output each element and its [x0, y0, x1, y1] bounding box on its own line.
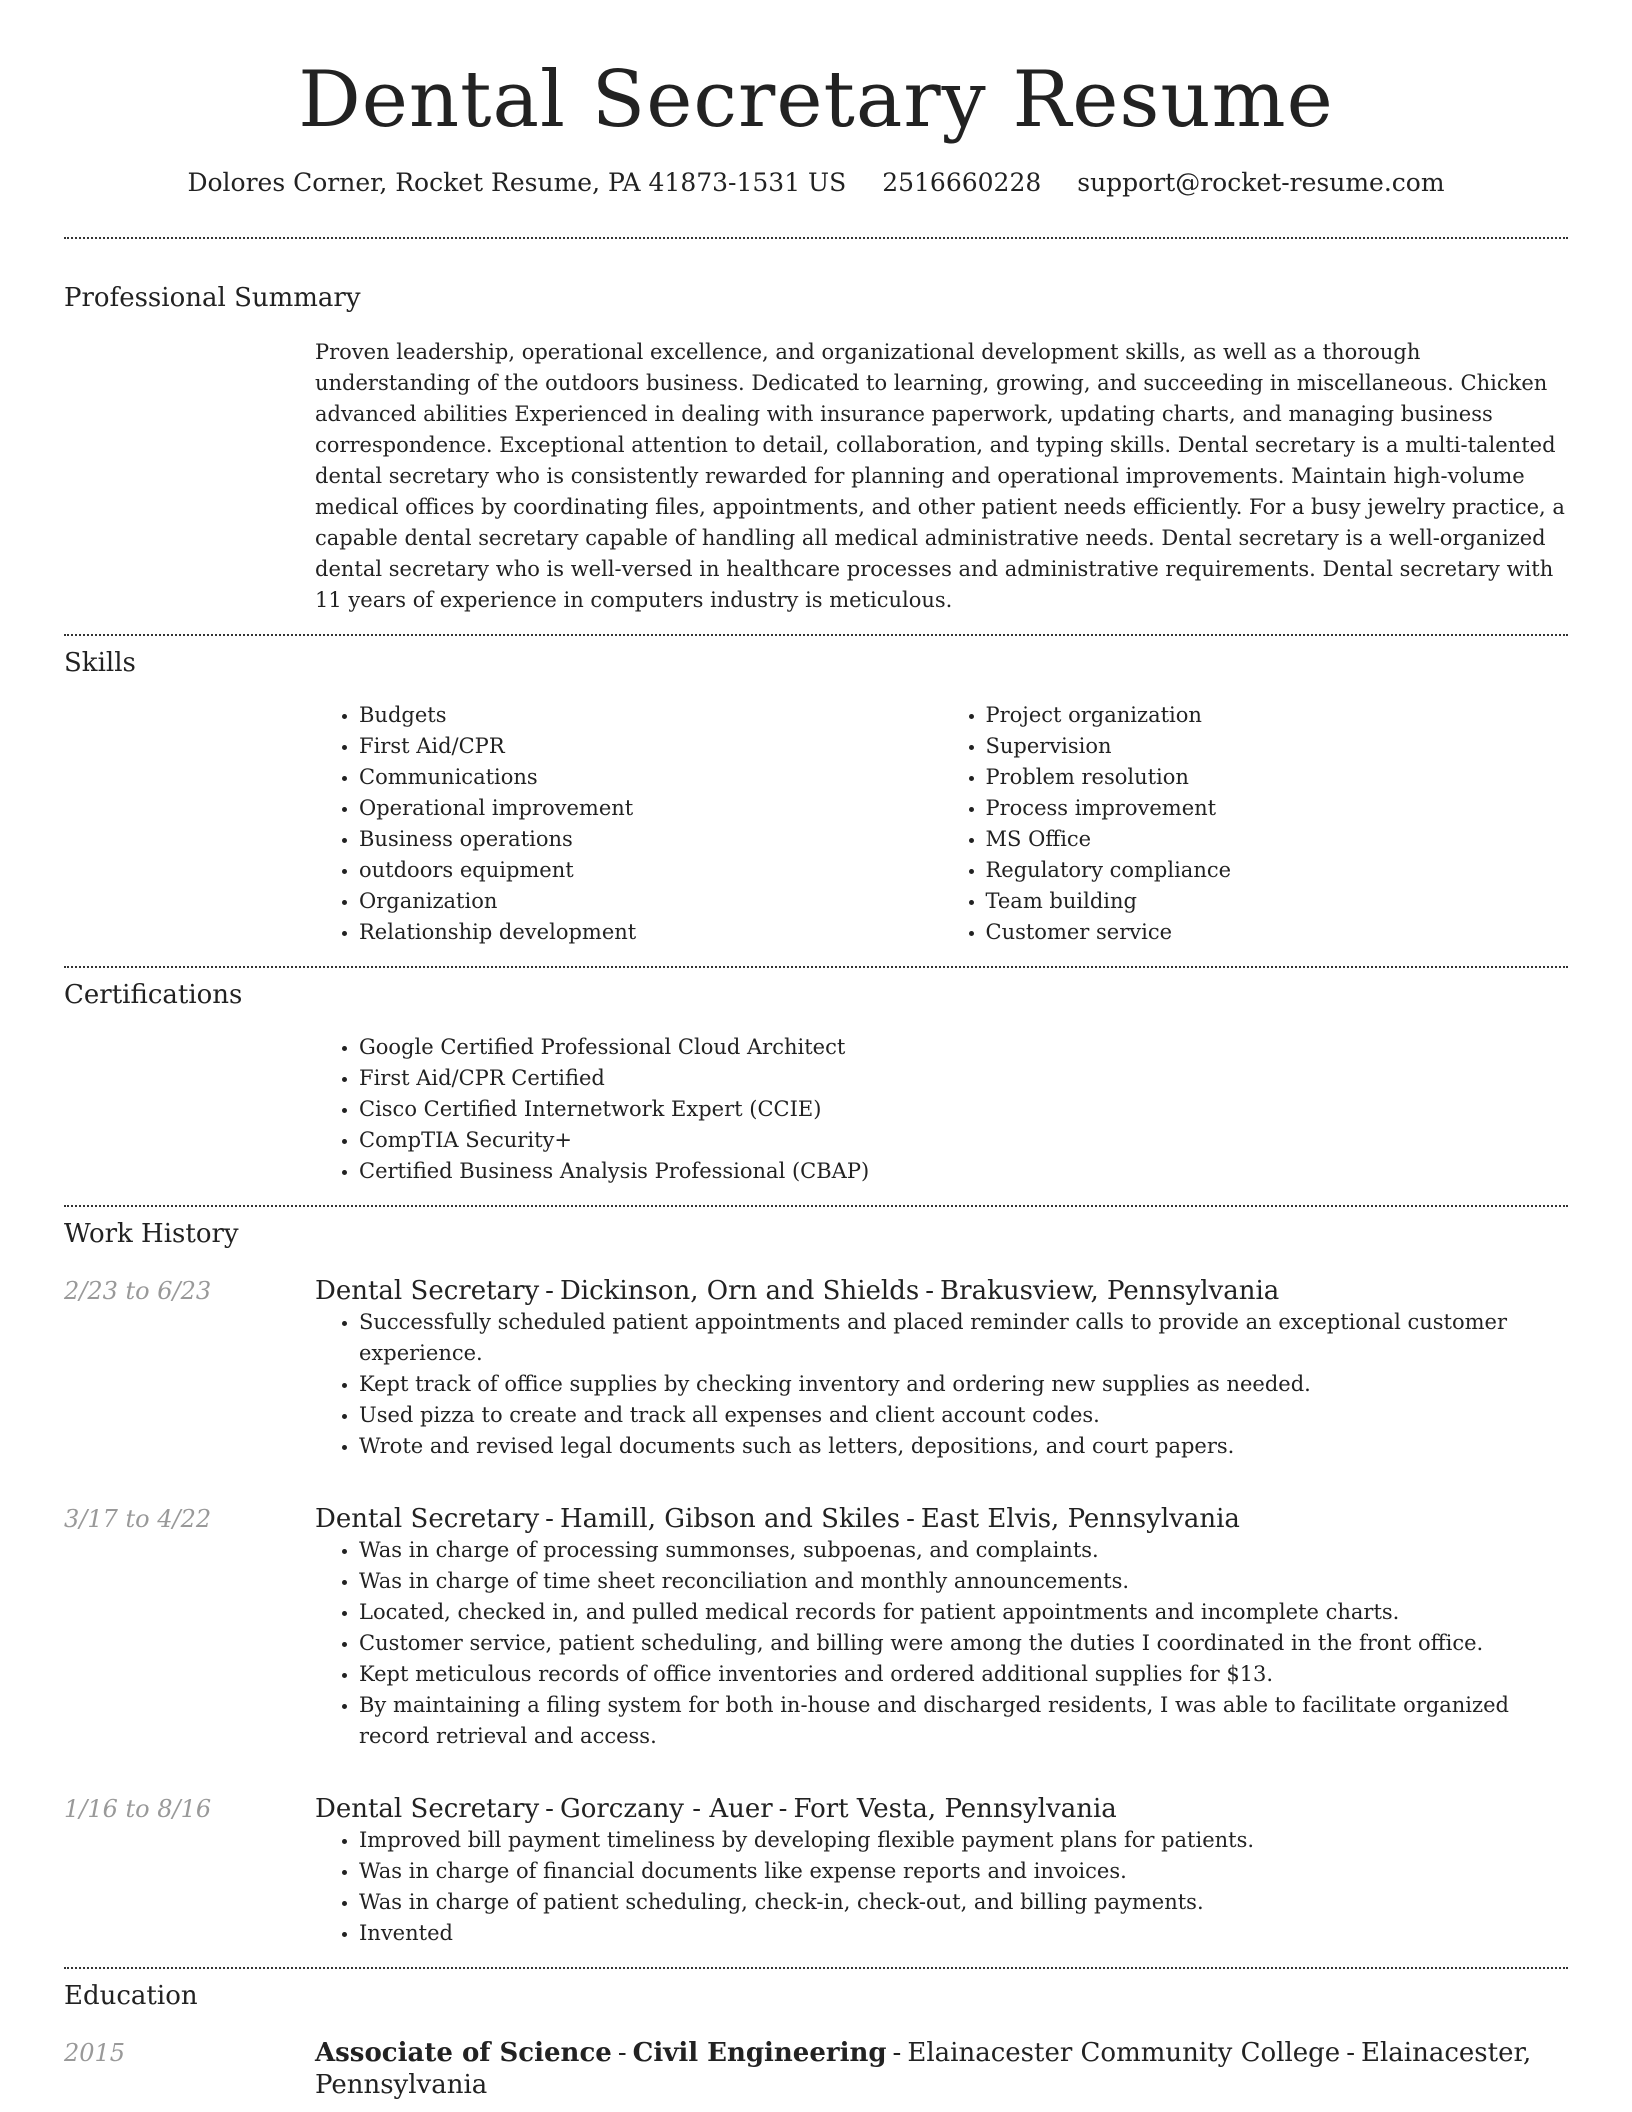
- certification-item: • Certified Business Analysis Professional (CBAP): [359, 1156, 1568, 1187]
- job-dates: 1/16 to 8/16: [64, 1795, 212, 1823]
- skill-item: • Project organization: [986, 700, 1569, 731]
- education-field: Civil Engineering: [632, 2038, 887, 2068]
- job-bullet: • Was in charge of patient scheduling, check-in, check-out, and billing payments.: [359, 1887, 1568, 1918]
- skill-item: • Problem resolution: [986, 762, 1569, 793]
- summary-section: [64, 239, 1568, 616]
- job-role: Dental Secretary: [315, 1276, 540, 1306]
- job-bullets: [315, 1535, 1568, 1752]
- job-bullet: • Located, checked in, and pulled medical records for patient appointments and incomplete charts.: [359, 1597, 1568, 1628]
- job-bullets: [315, 1825, 1568, 1949]
- skill-item: • Communications: [359, 762, 942, 793]
- contact-phone: 2516660228: [882, 168, 1042, 197]
- work-history-section: [64, 1207, 1568, 1949]
- job-bullet: • Was in charge of time sheet reconciliation and monthly announcements.: [359, 1566, 1568, 1597]
- resume-title: Dental Secretary Resume: [298, 55, 1334, 145]
- education-school: Elainacester Community College: [907, 2038, 1341, 2068]
- job-title: Dental Secretary - Gorczany - Auer - Fort Vesta, Pennsylvania: [315, 1794, 1117, 1824]
- job-bullets: [315, 1307, 1568, 1462]
- job-entry: [64, 1793, 1568, 1949]
- skill-item: • First Aid/CPR: [359, 731, 942, 762]
- skill-item: • outdoors equipment: [359, 855, 942, 886]
- section-title-certifications: Certifications: [64, 980, 243, 1010]
- job-bullet: • Customer service, patient scheduling, and billing were among the duties I coordinated in the front office.: [359, 1628, 1568, 1659]
- certification-item: • First Aid/CPR Certified: [359, 1063, 1568, 1094]
- skill-item: • Customer service: [986, 917, 1569, 948]
- job-bullet: • Wrote and revised legal documents such as letters, depositions, and court papers.: [359, 1431, 1568, 1462]
- skills-section: [64, 636, 1568, 948]
- contact-address: Dolores Corner, Rocket Resume, PA 41873-1531 US: [187, 168, 847, 197]
- job-location: East Elvis, Pennsylvania: [920, 1504, 1240, 1534]
- skill-item: • Operational improvement: [359, 793, 942, 824]
- job-bullet: • Used pizza to create and track all expenses and client account codes.: [359, 1400, 1568, 1431]
- skill-item: • Team building: [986, 886, 1569, 917]
- job-role: Dental Secretary: [315, 1504, 540, 1534]
- job-role: Dental Secretary: [315, 1794, 540, 1824]
- skill-item: • Organization: [359, 886, 942, 917]
- resume-header: [0, 0, 1632, 200]
- education-degree: Associate of Science: [315, 2038, 612, 2068]
- section-title-summary: Professional Summary: [64, 283, 361, 313]
- job-company: Gorczany - Auer: [559, 1794, 773, 1824]
- skills-list-right: [942, 700, 1569, 948]
- section-title-work-history: Work History: [64, 1219, 239, 1249]
- skill-item: • Supervision: [986, 731, 1569, 762]
- section-title-skills: Skills: [64, 648, 136, 678]
- education-title: Associate of Science - Civil Engineering - Elainacester Community College - Elainacester, Pennsylvania: [315, 2038, 1532, 2100]
- skill-item: • Regulatory compliance: [986, 855, 1569, 886]
- certifications-section: [64, 968, 1568, 1187]
- job-location: Brakusview, Pennsylvania: [940, 1276, 1280, 1306]
- certifications-list: [315, 1032, 1568, 1187]
- skill-item: • Relationship development: [359, 917, 942, 948]
- job-company: Hamill, Gibson and Skiles: [559, 1504, 901, 1534]
- job-title: Dental Secretary - Hamill, Gibson and Skiles - East Elvis, Pennsylvania: [315, 1504, 1240, 1534]
- skill-item: • Budgets: [359, 700, 942, 731]
- contact-email: support@rocket-resume.com: [1077, 168, 1445, 197]
- certification-item: • CompTIA Security+: [359, 1125, 1568, 1156]
- certification-item: • Cisco Certified Internetwork Expert (CCIE): [359, 1094, 1568, 1125]
- section-title-education: Education: [64, 1981, 198, 2011]
- job-bullet: • By maintaining a filing system for both in-house and discharged residents, I was able to facilitate organized record retrieval and access.: [359, 1690, 1568, 1752]
- job-entry: [64, 1503, 1568, 1752]
- skills-list-left: [315, 700, 942, 948]
- job-location: Fort Vesta, Pennsylvania: [793, 1794, 1117, 1824]
- job-bullet: • Was in charge of financial documents like expense reports and invoices.: [359, 1856, 1568, 1887]
- job-entry: [64, 1275, 1568, 1462]
- job-bullet: • Successfully scheduled patient appointments and placed reminder calls to provide an exceptional customer experience.: [359, 1307, 1568, 1369]
- job-dates: 2/23 to 6/23: [64, 1277, 212, 1305]
- skill-item: • Process improvement: [986, 793, 1569, 824]
- education-section: [64, 1969, 1568, 2101]
- education-entry: [64, 2037, 1568, 2101]
- job-bullet: • Invented: [359, 1918, 1568, 1949]
- job-bullet: • Was in charge of processing summonses, subpoenas, and complaints.: [359, 1535, 1568, 1566]
- job-bullet: • Kept meticulous records of office inventories and ordered additional supplies for $13.: [359, 1659, 1568, 1690]
- education-location: Elainacester, Pennsylvania: [315, 2038, 1532, 2100]
- job-dates: 3/17 to 4/22: [64, 1505, 212, 1533]
- job-company: Dickinson, Orn and Shields: [559, 1276, 920, 1306]
- education-year: 2015: [64, 2039, 126, 2067]
- skill-item: • Business operations: [359, 824, 942, 855]
- skill-item: • MS Office: [986, 824, 1569, 855]
- contact-line: [0, 166, 1632, 200]
- job-bullet: • Kept track of office supplies by checking inventory and ordering new supplies as needed.: [359, 1369, 1568, 1400]
- job-bullet: • Improved bill payment timeliness by developing flexible payment plans for patients.: [359, 1825, 1568, 1856]
- summary-text: Proven leadership, operational excellence, and organizational development skills, as well as a thorough understanding of the outdoors business. Dedicated to learning, growing, and succeeding in miscellaneous. Chicken advanced abilities Experienced in dealing with insurance paperwork, updating charts, and managing business correspondence. Exceptional attention to detail, collaboration, and typing skills. Dental secretary is a multi-talented dental secretary who is consistently rewarded for planning and operational improvements. Maintain high-volume medical offices by coordinating files, appointments, and other patient needs efficiently. For a busy jewelry practice, a capable dental secretary capable of handling all medical administrative needs. Dental secretary is a well-organized dental secretary who is well-versed in healthcare processes and administrative requirements. Dental secretary with 11 years of experience in computers industry is meticulous.: [315, 340, 1565, 612]
- job-title: Dental Secretary - Dickinson, Orn and Shields - Brakusview, Pennsylvania: [315, 1276, 1280, 1306]
- certification-item: • Google Certified Professional Cloud Architect: [359, 1032, 1568, 1063]
